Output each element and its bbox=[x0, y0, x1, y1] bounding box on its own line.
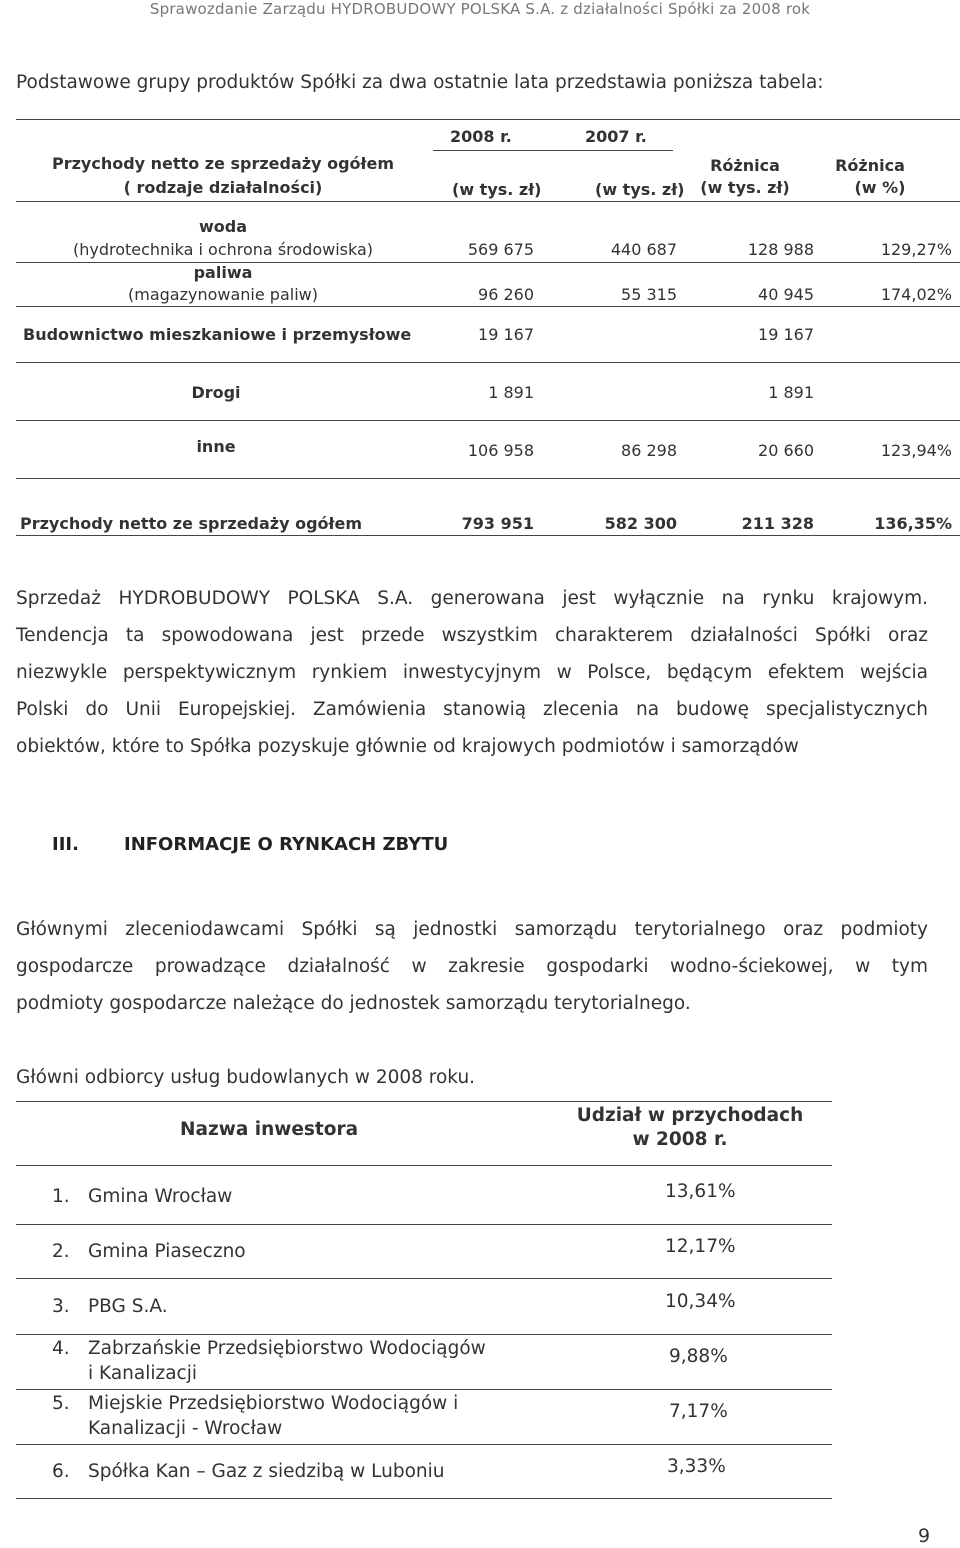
total-row-name: Przychody netto ze sprzedaży ogółem bbox=[20, 514, 363, 533]
client-share: 9,88% bbox=[669, 1346, 728, 1367]
client-name: Gmina Wrocław bbox=[88, 1186, 233, 1207]
client-number: 4. bbox=[52, 1338, 70, 1359]
paragraph-line: Polski do Unii Europejskiej. Zamówienia stanowią zlecenia na budowę specjalistycznych bbox=[16, 699, 928, 720]
row-pct: 129,27% bbox=[880, 240, 952, 259]
header-diff-abs-line1: Różnica bbox=[710, 156, 780, 175]
client-share: 7,17% bbox=[669, 1401, 728, 1422]
client-name: Miejskie Przedsiębiorstwo Wodociągów i bbox=[88, 1393, 459, 1414]
header-2007: 2007 r. bbox=[585, 127, 647, 146]
row-value-2008: 19 167 bbox=[478, 325, 534, 344]
intro-text: Podstawowe grupy produktów Spółki za dwa ostatnie lata przedstawia poniższa tabela: bbox=[16, 72, 824, 93]
table-rule bbox=[16, 1165, 832, 1166]
client-name-line2: Kanalizacji - Wrocław bbox=[88, 1418, 283, 1439]
client-name: Spółka Kan – Gaz z siedzibą w Luboniu bbox=[88, 1461, 445, 1482]
table-rule bbox=[16, 201, 960, 202]
row-pct: 123,94% bbox=[880, 441, 952, 460]
paragraph-line: Głównymi zleceniodawcami Spółki są jednostki samorządu terytorialnego oraz podmioty bbox=[16, 919, 928, 940]
table-rule bbox=[16, 1224, 832, 1225]
client-name: Zabrzańskie Przedsiębiorstwo Wodociągów bbox=[88, 1338, 486, 1359]
header-diff-pct-line1: Różnica bbox=[835, 156, 905, 175]
row-name-line1: woda bbox=[198, 217, 248, 236]
row-value-2008: 1 891 bbox=[488, 383, 534, 402]
row-name-line2: (magazynowanie paliw) bbox=[128, 285, 318, 304]
header-col-name-line1: Przychody netto ze sprzedaży ogółem bbox=[51, 154, 394, 173]
paragraph-line: niezwykle perspektywicznym rynkiem inwestycyjnym w Polsce, będącym efektem wejścia bbox=[16, 662, 928, 683]
client-share: 10,34% bbox=[665, 1291, 736, 1312]
paragraph-line: Tendencja ta spowodowana jest przede wszystkim charakterem działalności Spółki oraz bbox=[16, 625, 928, 646]
total-diff: 211 328 bbox=[741, 514, 814, 533]
total-value-2008: 793 951 bbox=[461, 514, 534, 533]
paragraph-line: obiektów, które to Spółka pozyskuje głównie od krajowych podmiotów i samorządów bbox=[16, 736, 799, 757]
row-value-2007: 86 298 bbox=[621, 441, 677, 460]
table-rule bbox=[16, 1334, 832, 1335]
header-unit-2008: (w tys. zł) bbox=[452, 180, 542, 199]
table-rule bbox=[16, 478, 960, 479]
clients-caption: Główni odbiorcy usług budowlanych w 2008 roku. bbox=[16, 1067, 476, 1088]
row-name: Drogi bbox=[191, 383, 241, 402]
total-pct: 136,35% bbox=[874, 514, 952, 533]
row-value-2007: 440 687 bbox=[610, 240, 677, 259]
client-share: 3,33% bbox=[667, 1456, 726, 1477]
row-value-2008: 569 675 bbox=[467, 240, 534, 259]
clients-paragraph bbox=[16, 911, 928, 1022]
paragraph-line: gospodarcze prowadzące działalność w zakresie gospodarki wodno-ściekowej, w tym bbox=[16, 956, 928, 977]
row-value-2008: 106 958 bbox=[467, 441, 534, 460]
page-number: 9 bbox=[918, 1525, 931, 1547]
row-value-2007: 55 315 bbox=[621, 285, 677, 304]
header-diff-abs-line2: (w tys. zł) bbox=[700, 178, 790, 197]
header-col-name-line2: ( rodzaje działalności) bbox=[123, 178, 323, 197]
row-diff: 128 988 bbox=[747, 240, 814, 259]
table-rule bbox=[16, 535, 960, 536]
table-rule bbox=[16, 1101, 832, 1102]
table-rule bbox=[16, 362, 960, 363]
header-diff-pct-line2: (w %) bbox=[854, 178, 906, 197]
client-number: 5. bbox=[52, 1393, 70, 1414]
table-rule bbox=[16, 119, 960, 120]
header-share-line1: Udział w przychodach bbox=[576, 1105, 804, 1126]
header-unit-2007: (w tys. zł) bbox=[595, 180, 685, 199]
row-diff: 40 945 bbox=[758, 285, 814, 304]
row-diff: 19 167 bbox=[758, 325, 814, 344]
row-diff: 1 891 bbox=[768, 383, 814, 402]
table-rule bbox=[433, 150, 673, 151]
client-name: Gmina Piaseczno bbox=[88, 1241, 246, 1262]
table-rule bbox=[16, 1444, 832, 1445]
client-number: 1. bbox=[52, 1186, 70, 1207]
client-share: 13,61% bbox=[665, 1181, 736, 1202]
paragraph-line: Sprzedaż HYDROBUDOWY POLSKA S.A. generowana jest wyłącznie na rynku krajowym. bbox=[16, 588, 928, 609]
header-2008: 2008 r. bbox=[450, 127, 512, 146]
row-pct: 174,02% bbox=[880, 285, 952, 304]
row-name-line1: paliwa bbox=[193, 263, 253, 282]
header-share-line2: w 2008 r. bbox=[632, 1129, 728, 1150]
row-diff: 20 660 bbox=[758, 441, 814, 460]
paragraph-line: podmioty gospodarcze należące do jednostek samorządu terytorialnego. bbox=[16, 993, 691, 1014]
table-rule bbox=[16, 1278, 832, 1279]
client-name: PBG S.A. bbox=[88, 1296, 168, 1317]
section-number: III. bbox=[52, 834, 79, 855]
row-name-line2: (hydrotechnika i ochrona środowiska) bbox=[72, 240, 374, 259]
total-value-2007: 582 300 bbox=[604, 514, 677, 533]
table-rule bbox=[16, 1389, 832, 1390]
header-investor-name: Nazwa inwestora bbox=[180, 1119, 359, 1140]
section-title: INFORMACJE O RYNKACH ZBYTU bbox=[124, 834, 449, 855]
client-name-line2: i Kanalizacji bbox=[88, 1363, 198, 1384]
sales-paragraph bbox=[16, 580, 928, 765]
table-rule bbox=[16, 420, 960, 421]
row-name: inne bbox=[196, 437, 236, 456]
table-rule bbox=[16, 1498, 832, 1499]
row-value-2008: 96 260 bbox=[478, 285, 534, 304]
client-number: 3. bbox=[52, 1296, 70, 1317]
running-header: Sprawozdanie Zarządu HYDROBUDOWY POLSKA S.A. z działalności Spółki za 2008 rok bbox=[149, 0, 811, 18]
table-rule bbox=[16, 306, 960, 307]
client-number: 2. bbox=[52, 1241, 70, 1262]
client-share: 12,17% bbox=[665, 1236, 736, 1257]
row-name: Budownictwo mieszkaniowe i przemysłowe bbox=[23, 325, 412, 344]
client-number: 6. bbox=[52, 1461, 70, 1482]
